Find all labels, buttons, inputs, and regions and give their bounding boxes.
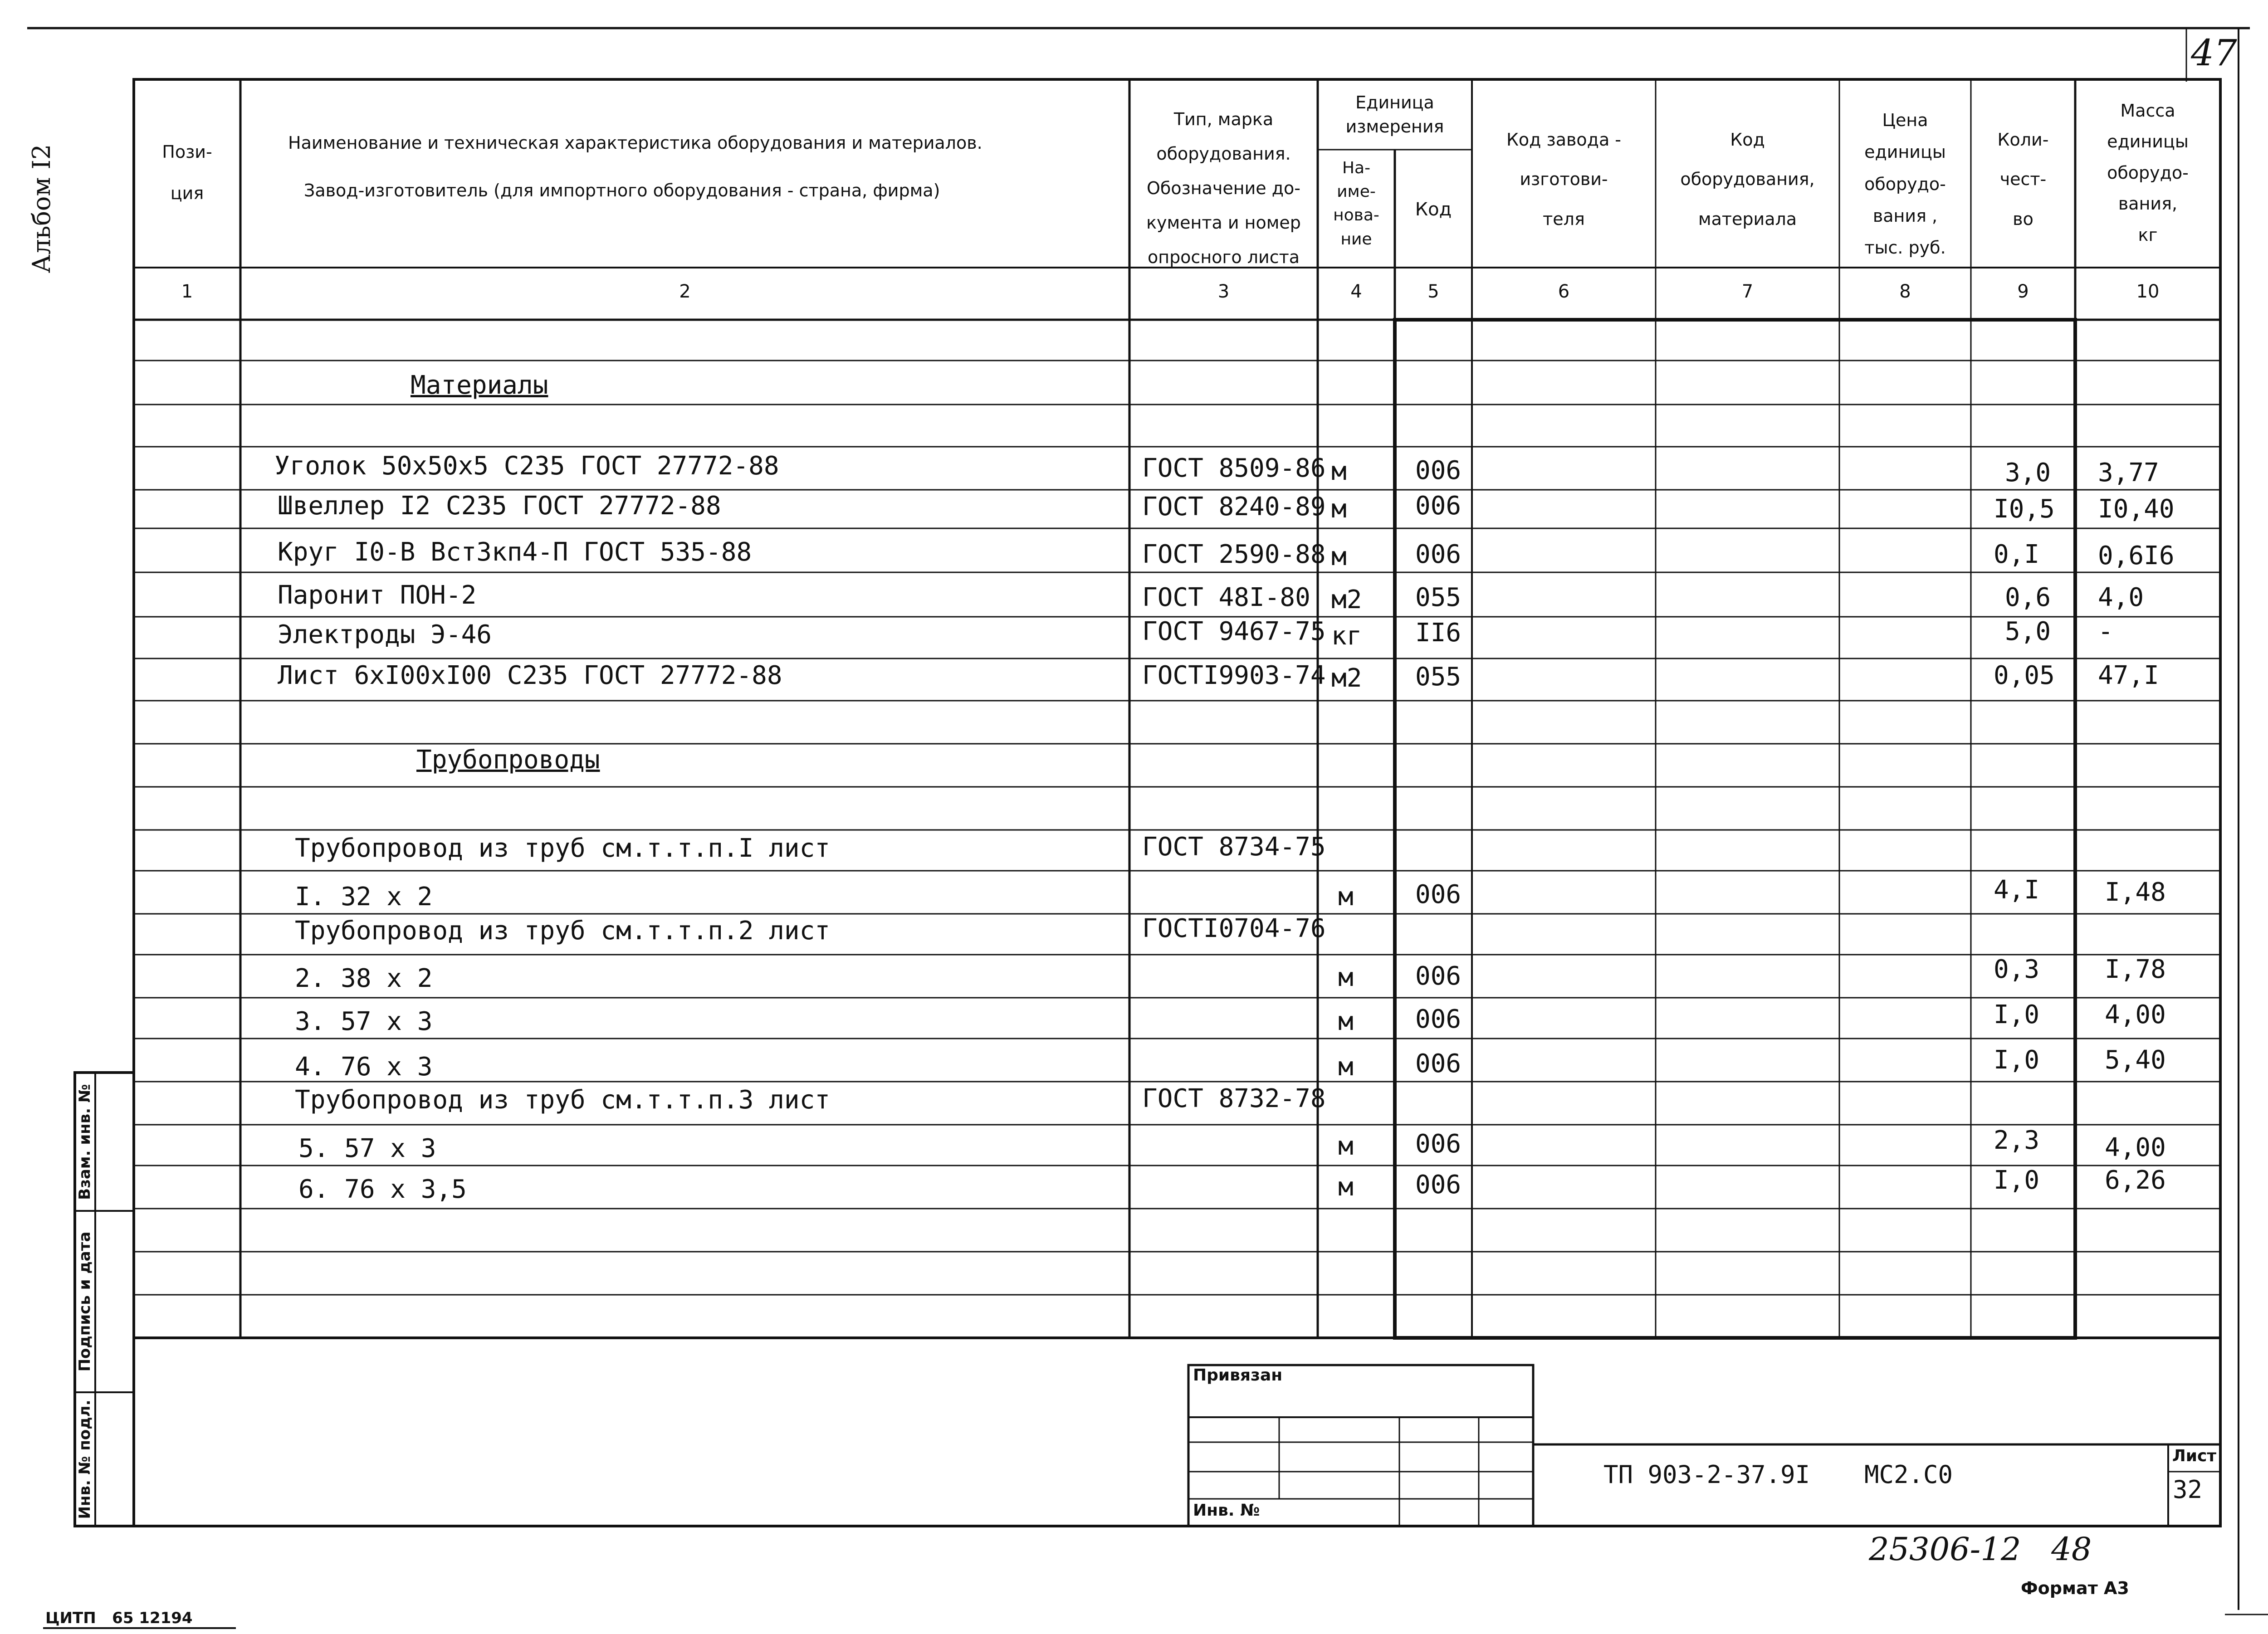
table-row-code: 006 xyxy=(1415,456,1461,485)
table-row-qty: 0,05 xyxy=(1994,661,2055,690)
table-row-code: 006 xyxy=(1415,540,1461,569)
table-row-doc: ГОСТ 8240-89 xyxy=(1142,492,1326,522)
table-row-unit: м xyxy=(1331,542,1347,571)
header-name-line2: Завод-изготовитель (для импортного оборудования - страна, фирма) xyxy=(304,180,940,200)
table-row-unit: м xyxy=(1338,1052,1354,1082)
table-row-qty: I,0 xyxy=(1994,1045,2040,1075)
table-row-mass: 47,I xyxy=(2098,661,2159,690)
title-block-inv-no: Инв. № xyxy=(1193,1501,1260,1520)
table-row-doc: ГОСТ 2590-88 xyxy=(1142,540,1326,569)
table-row-code: 006 xyxy=(1415,1005,1461,1034)
document-designation: ТП 903-2-37.9I xyxy=(1603,1460,1810,1489)
album-label: Альбом I2 xyxy=(27,144,56,273)
table-row-mass: 6,26 xyxy=(2105,1166,2166,1195)
col-num-7: 7 xyxy=(1741,281,1754,302)
table-row-doc: ГОСТ 8734-75 xyxy=(1142,832,1326,862)
table-row-name: 2. 38 х 2 xyxy=(295,964,433,993)
table-row-name: Трубопровод из труб см.т.т.п.I лист xyxy=(295,834,831,863)
col-num-1: 1 xyxy=(181,281,193,302)
section-pipelines: Трубопроводы xyxy=(416,745,600,775)
table-row-name: Трубопровод из труб см.т.т.п.3 лист xyxy=(295,1085,831,1115)
table-row-qty: I,0 xyxy=(1994,1000,2040,1029)
table-row-unit: м xyxy=(1338,1172,1354,1202)
table-row-doc: ГОСТI0704-76 xyxy=(1142,914,1326,943)
col-num-2: 2 xyxy=(679,281,691,302)
side-stamp-replacement-inv: Взам. инв. № xyxy=(76,1084,94,1200)
table-row-qty: 0,3 xyxy=(1994,955,2040,984)
table-row-unit: м xyxy=(1331,494,1347,524)
table-row-mass: 5,40 xyxy=(2105,1045,2166,1075)
header-quantity: Коли- чест- во xyxy=(1997,130,2049,229)
table-row-unit: м xyxy=(1331,457,1347,486)
table-row-code: 055 xyxy=(1415,662,1461,692)
table-row-code: 006 xyxy=(1415,1129,1461,1159)
header-mass: Масса единицы оборудо- вания, кг xyxy=(2107,101,2189,245)
table-row-doc: ГОСТI9903-74 xyxy=(1142,661,1326,690)
table-row-name: Уголок 50х50х5 С235 ГОСТ 27772-88 xyxy=(274,451,779,481)
table-row-code: II6 xyxy=(1415,618,1461,648)
corner-sheet-number: 47 xyxy=(2191,32,2237,74)
table-row-doc: ГОСТ 9467-75 xyxy=(1142,617,1326,646)
table-row-name: I. 32 х 2 xyxy=(295,882,433,912)
header-factory-code: Код завода - изготови- теля xyxy=(1506,130,1622,229)
table-row-doc: ГОСТ 8732-78 xyxy=(1142,1084,1326,1113)
table-row-code: 006 xyxy=(1415,491,1461,521)
table-row-qty: 3,0 xyxy=(2005,458,2051,488)
table-row-unit: м xyxy=(1338,882,1354,912)
title-block-privyazan: Привязан xyxy=(1193,1366,1283,1385)
table-row-code: 055 xyxy=(1415,583,1461,612)
header-unit-name: На- име- нова- ние xyxy=(1333,159,1379,249)
col-num-9: 9 xyxy=(2017,281,2029,302)
table-row-qty: 0,I xyxy=(1994,540,2040,569)
table-row-mass: 4,00 xyxy=(2105,1000,2166,1029)
sheet-label: Лист xyxy=(2172,1447,2217,1465)
col-num-8: 8 xyxy=(1899,281,1911,302)
header-type: Тип, марка оборудования. Обозначение до- кумента и номер опросного листа xyxy=(1146,109,1301,267)
header-price: Цена единицы оборудо- вания , тыс. руб. xyxy=(1864,110,1946,258)
print-mark: ЦИТП 65 12194 xyxy=(45,1609,193,1627)
table-row-name: Паронит ПОН-2 xyxy=(278,580,477,610)
header-unit-group: Единица измерения xyxy=(1345,93,1444,137)
table-row-name: 4. 76 х 3 xyxy=(295,1052,433,1082)
table-row-name: Швеллер I2 С235 ГОСТ 27772-88 xyxy=(278,491,721,521)
table-row-doc: ГОСТ 48I-80 xyxy=(1142,583,1310,612)
table-row-qty: 5,0 xyxy=(2005,617,2051,646)
table-row-qty: I,0 xyxy=(1994,1166,2040,1195)
table-row-name: 6. 76 х 3,5 xyxy=(298,1175,467,1204)
col-num-4: 4 xyxy=(1350,281,1362,302)
table-row-qty: 2,3 xyxy=(1994,1126,2040,1155)
table-row-qty: 4,I xyxy=(1994,875,2040,905)
header-equipment-code: Код оборудования, материала xyxy=(1680,130,1815,229)
table-row-name: 3. 57 х 3 xyxy=(295,1007,433,1036)
col-num-10: 10 xyxy=(2136,281,2160,302)
table-row-unit: м xyxy=(1338,1007,1354,1036)
table-row-unit: кг xyxy=(1331,621,1362,651)
col-num-5: 5 xyxy=(1427,281,1439,302)
table-row-mass: 0,6I6 xyxy=(2098,541,2175,571)
header-position: Пози- ция xyxy=(162,142,212,204)
table-row-code: 006 xyxy=(1415,1170,1461,1200)
header-unit-code: Код xyxy=(1415,199,1452,220)
table-row-qty: I0,5 xyxy=(1994,494,2055,524)
side-stamp-signature-date: Подпись и дата xyxy=(76,1231,94,1372)
col-num-3: 3 xyxy=(1217,281,1230,302)
table-row-unit: м xyxy=(1338,963,1354,992)
table-row-name: Электроды Э-46 xyxy=(278,620,492,649)
table-row-mass: - xyxy=(2098,617,2113,646)
table-row-mass: 4,0 xyxy=(2098,583,2144,612)
handwritten-archive-number: 25306-12 48 xyxy=(1869,1531,2092,1568)
table-row-mass: 4,00 xyxy=(2105,1133,2166,1162)
format-label: Формат А3 xyxy=(2021,1578,2129,1598)
table-row-mass: I,78 xyxy=(2105,955,2166,984)
table-row-code: 006 xyxy=(1415,961,1461,991)
col-num-6: 6 xyxy=(1558,281,1570,302)
table-row-doc: ГОСТ 8509-86 xyxy=(1142,454,1326,483)
section-materials: Материалы xyxy=(411,371,548,400)
side-stamp-original-inv: Инв. № подл. xyxy=(76,1400,94,1519)
table-row-qty: 0,6 xyxy=(2005,583,2051,612)
table-row-unit: м2 xyxy=(1331,663,1362,693)
table-row-mass: 3,77 xyxy=(2098,458,2159,488)
table-row-mass: I0,40 xyxy=(2098,494,2175,524)
document-mark: МС2.С0 xyxy=(1864,1460,1953,1489)
table-row-code: 006 xyxy=(1415,880,1461,909)
sheet-number: 32 xyxy=(2173,1475,2203,1504)
table-row-code: 006 xyxy=(1415,1049,1461,1078)
table-row-name: Трубопровод из труб см.т.т.п.2 лист xyxy=(295,916,831,946)
table-row-unit: м xyxy=(1338,1132,1354,1161)
table-row-unit: м2 xyxy=(1331,585,1362,615)
table-row-name: Круг I0-В ВстЗкп4-П ГОСТ 535-88 xyxy=(278,537,752,567)
table-row-name: Лист 6хI00хI00 С235 ГОСТ 27772-88 xyxy=(278,661,782,690)
table-row-mass: I,48 xyxy=(2105,878,2166,907)
table-row-name: 5. 57 х 3 xyxy=(298,1134,436,1163)
header-name-line1: Наименование и техническая характеристика оборудования и материалов. xyxy=(288,133,982,153)
